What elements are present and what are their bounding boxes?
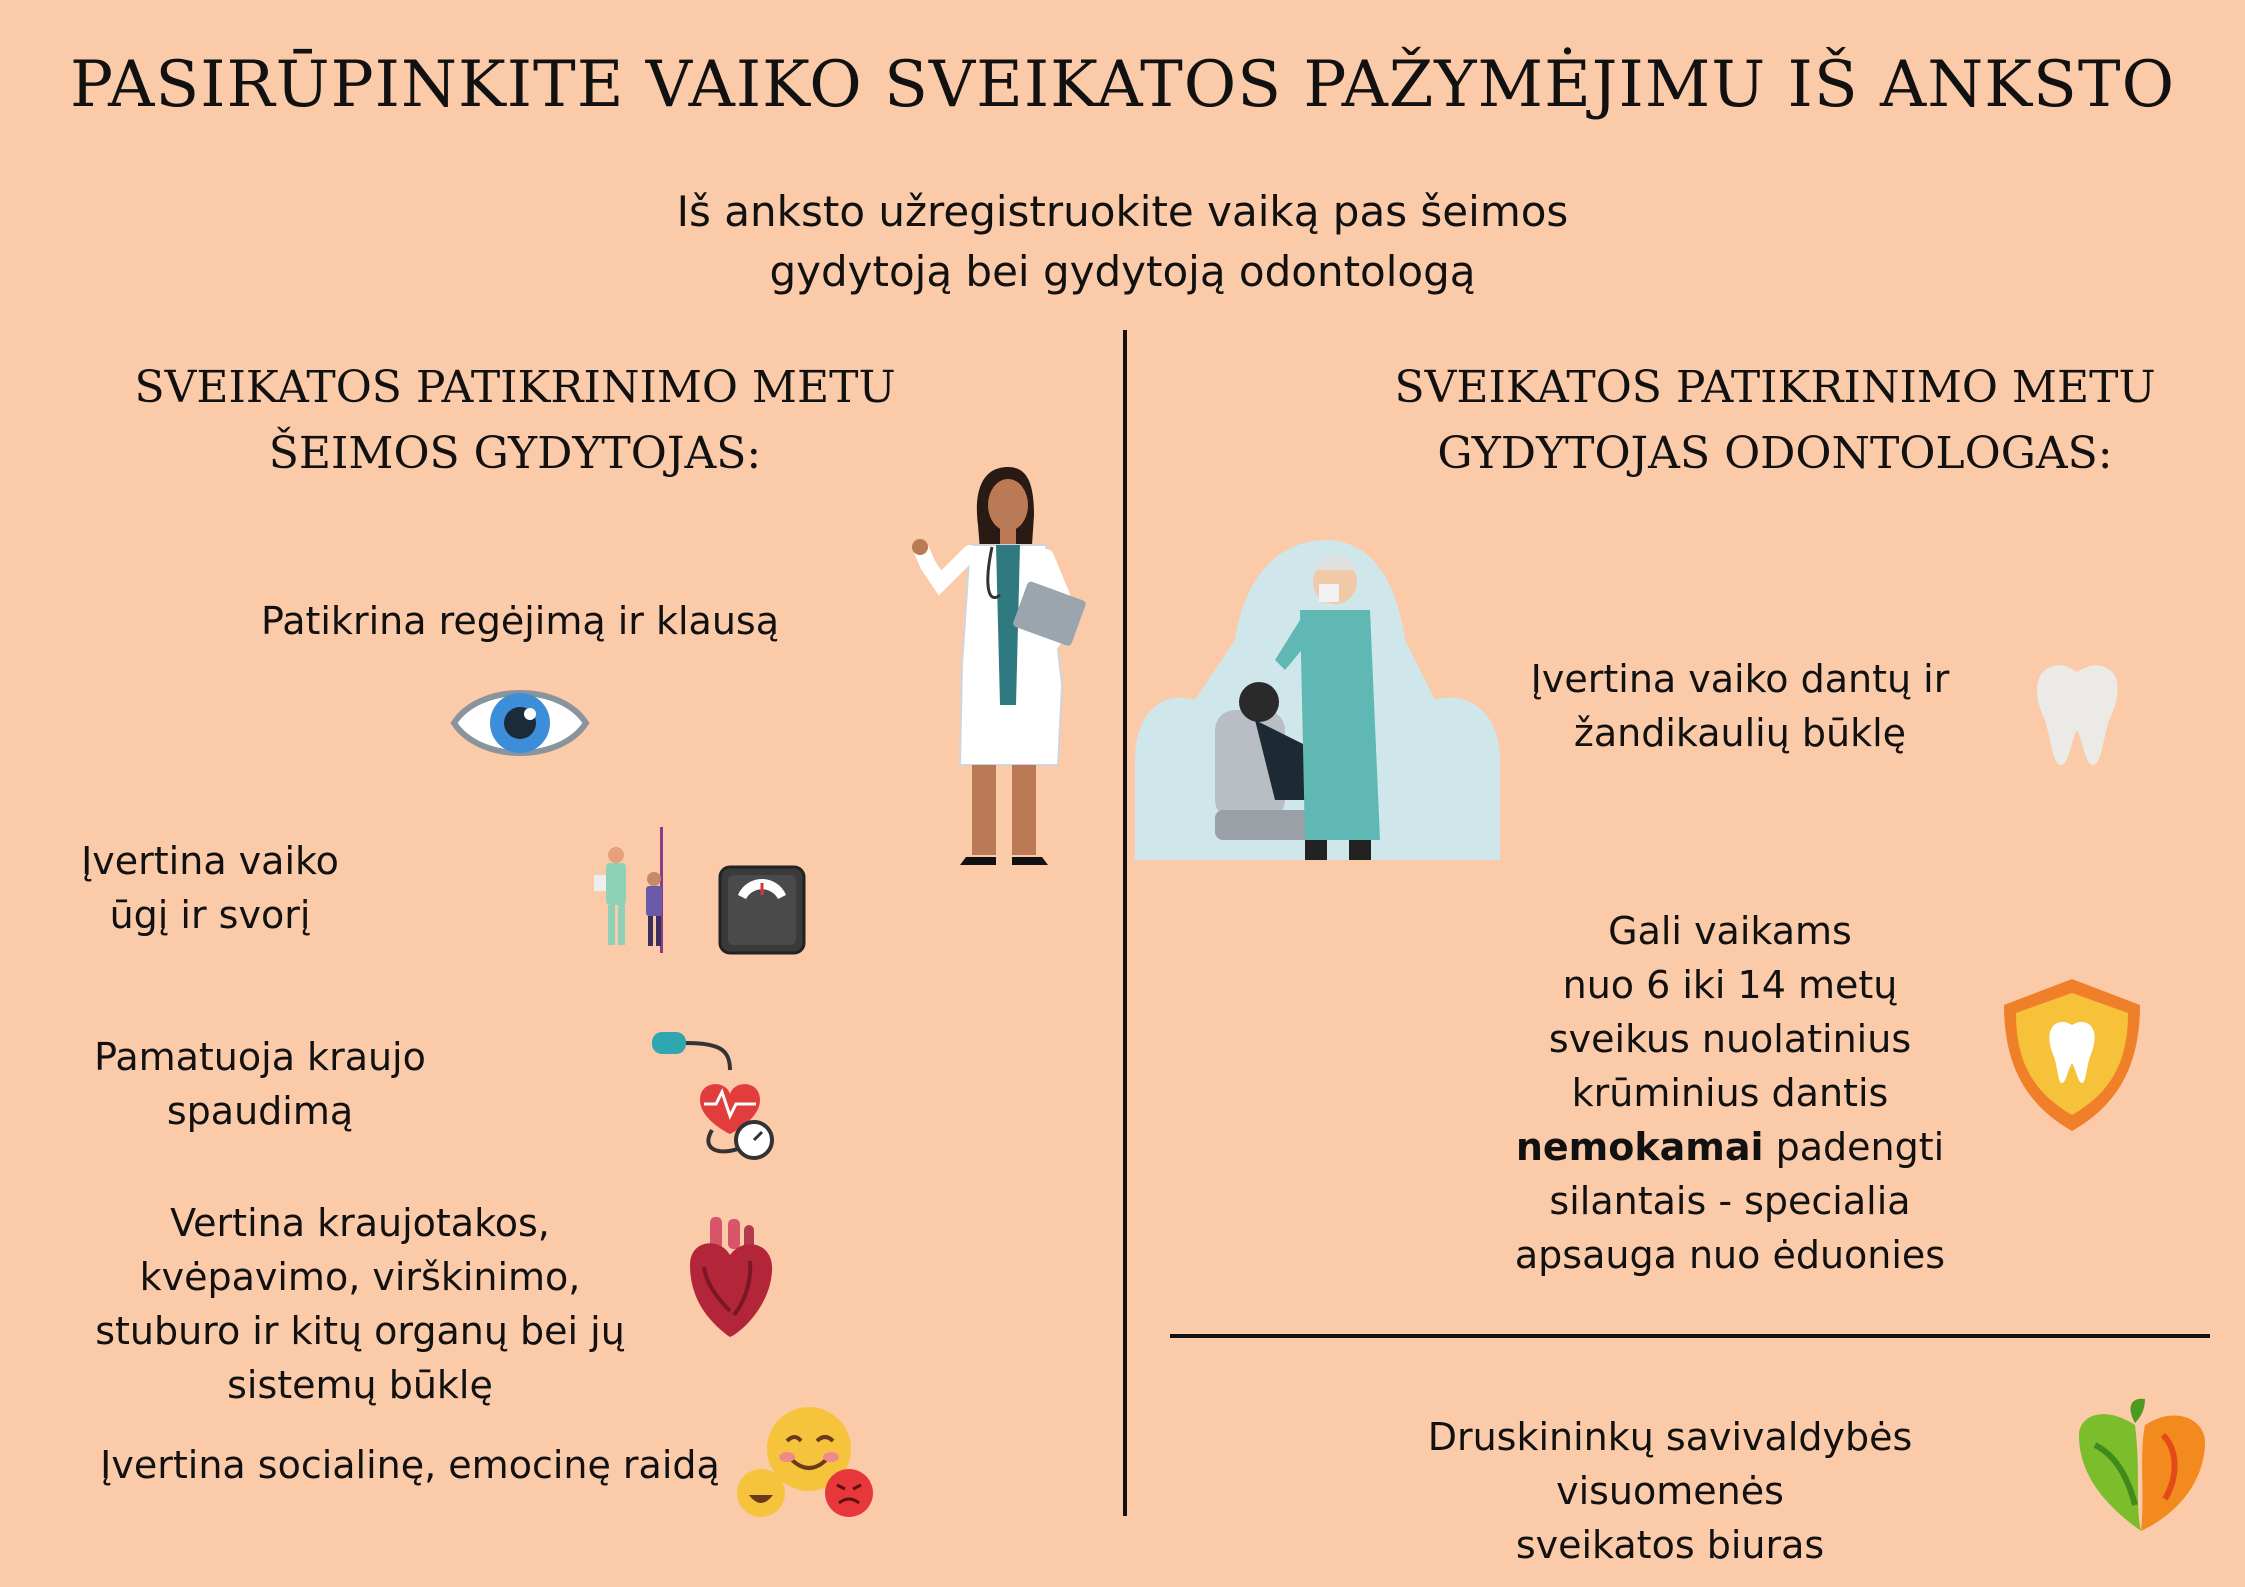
eye-icon <box>450 678 590 768</box>
item-text: nuo 6 iki 14 metų <box>1562 963 1898 1007</box>
item-text-rest: padengti <box>1763 1125 1945 1169</box>
footer-organization <box>1340 1410 2000 1572</box>
footer-line-2: sveikatos biuras <box>1515 1523 1825 1567</box>
scale-icon <box>718 865 806 955</box>
left-item-height-weight <box>60 834 360 942</box>
left-item-blood-pressure <box>80 1030 440 1138</box>
dentist-illustration <box>1135 540 1500 860</box>
height-measure-icon <box>590 825 690 955</box>
left-heading-line-1: SVEIKATOS PATIKRINIMO METU <box>134 362 896 413</box>
left-item-social <box>70 1438 750 1492</box>
column-divider <box>1123 330 1127 1516</box>
item-text: Gali vaikams <box>1608 909 1852 953</box>
left-item-vision <box>160 594 880 648</box>
left-heading <box>100 355 930 487</box>
free-emphasis: nemokamai <box>1515 1125 1764 1169</box>
item-text: kvėpavimo, virškinimo, <box>139 1255 581 1299</box>
left-heading-line-2: ŠEIMOS GYDYTOJAS: <box>268 428 762 479</box>
doctor-illustration <box>900 465 1100 875</box>
subtitle-line-2: gydytoją bei gydytoją odontologą <box>769 247 1476 296</box>
item-text: stuburo ir kitų organų bei jų <box>95 1309 625 1353</box>
page-title: PASIRŪPINKITE VAIKO SVEIKATOS PAŽYMĖJIMU IŠ ANKSTO <box>69 48 2176 122</box>
left-item-organs <box>90 1196 630 1412</box>
right-heading-line-1: SVEIKATOS PATIKRINIMO METU <box>1394 362 2156 413</box>
item-text: Vertina kraujotakos, <box>170 1201 550 1245</box>
subtitle <box>0 182 2245 302</box>
heart-icon <box>680 1215 780 1340</box>
subtitle-line-1: Iš anksto užregistruokite vaiką pas šeimos <box>676 187 1569 236</box>
right-item-teeth <box>1500 652 1980 760</box>
item-text <box>1450 1120 2010 1174</box>
organization-logo <box>2075 1395 2210 1535</box>
item-text: sveikus nuolatinius <box>1548 1017 1912 1061</box>
item-text: Įvertina socialinę, emocinę raidą <box>100 1443 720 1487</box>
tooth-shield-icon <box>2000 975 2145 1135</box>
right-heading-line-2: GYDYTOJAS ODONTOLOGAS: <box>1437 428 2113 479</box>
right-heading <box>1330 355 2220 487</box>
footer-divider <box>1170 1334 2210 1338</box>
footer-line-1: Druskininkų savivaldybės visuomenės <box>1427 1415 1913 1513</box>
item-text: krūminius dantis <box>1571 1071 1889 1115</box>
blood-pressure-icon <box>650 1030 780 1160</box>
item-text: apsauga nuo ėduonies <box>1514 1233 1946 1277</box>
tooth-icon <box>2035 660 2120 770</box>
item-text: Pamatuoja kraujo <box>94 1035 426 1079</box>
item-text: Įvertina vaiko <box>81 839 339 883</box>
right-item-sealants <box>1450 904 2010 1282</box>
item-text: žandikaulių būklę <box>1573 711 1907 755</box>
emoji-faces-icon <box>735 1405 875 1520</box>
item-text: silantais - specialia <box>1549 1179 1911 1223</box>
item-text: ūgį ir svorį <box>109 893 311 937</box>
item-text: sistemų būklę <box>227 1363 493 1407</box>
item-text: spaudimą <box>166 1089 354 1133</box>
item-text: Patikrina regėjimą ir klausą <box>260 599 780 643</box>
item-text: Įvertina vaiko dantų ir <box>1530 657 1950 701</box>
